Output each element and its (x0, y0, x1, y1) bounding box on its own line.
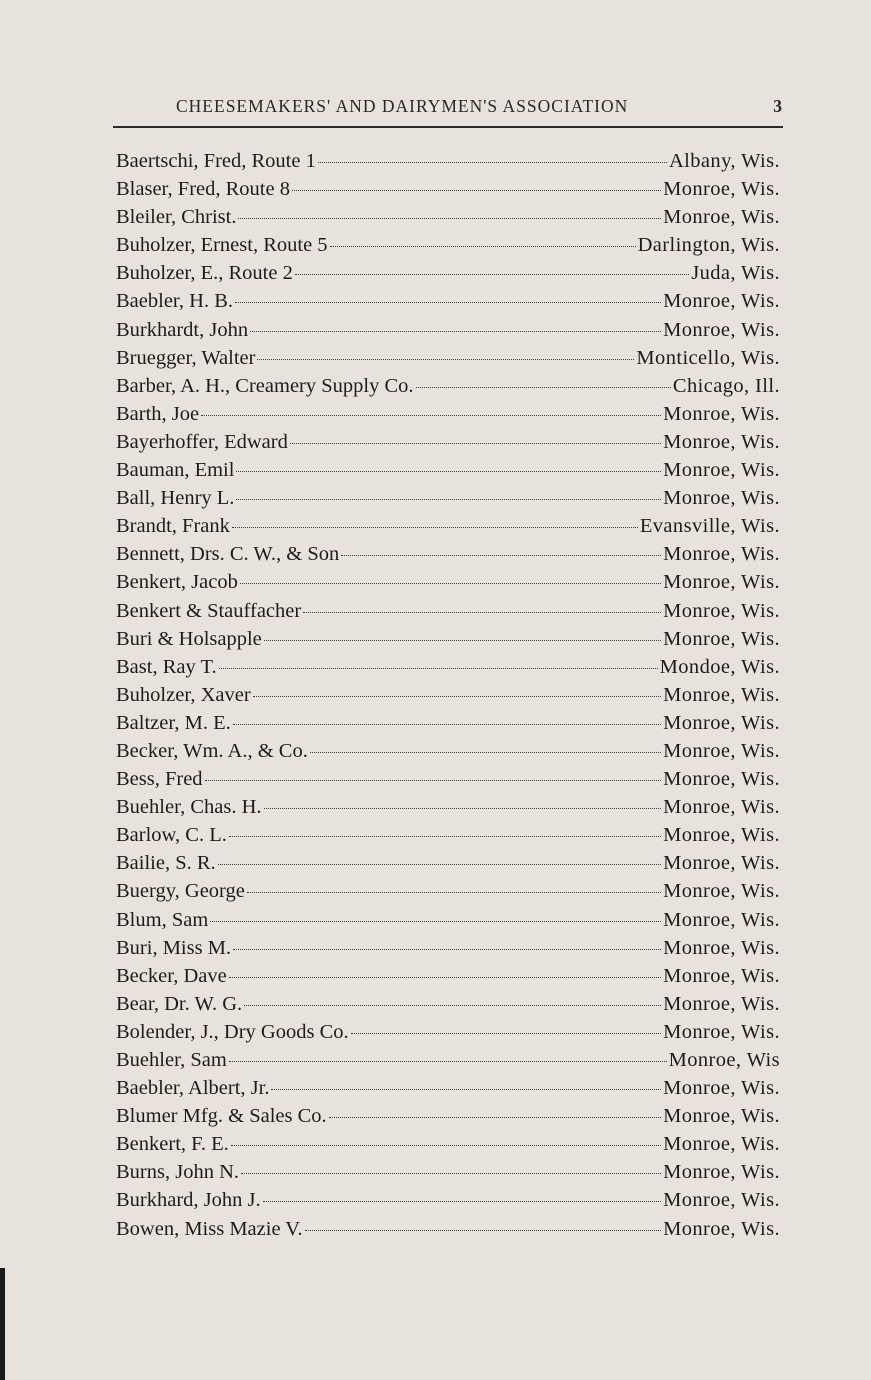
list-item (116, 937, 780, 965)
member-name: Bowen, Miss Mazie V. (116, 1217, 303, 1240)
member-name: Buergy, George (116, 880, 245, 903)
dot-leader (218, 864, 661, 865)
member-location: Monroe, Wis. (663, 824, 780, 847)
dot-leader (229, 836, 661, 837)
dot-leader (290, 443, 661, 444)
dot-leader (244, 1005, 661, 1006)
member-location: Monroe, Wis. (663, 739, 780, 762)
member-name: Bast, Ray T. (116, 655, 217, 678)
list-item (116, 262, 780, 290)
member-name: Ball, Henry L. (116, 487, 235, 510)
list-item (116, 290, 780, 318)
list-item (116, 403, 780, 431)
member-name: Blumer Mfg. & Sales Co. (116, 1105, 327, 1128)
dot-leader (236, 471, 661, 472)
member-name: Burkhard, John J. (116, 1189, 261, 1212)
dot-leader (318, 162, 667, 163)
list-item (116, 319, 780, 347)
member-name: Bruegger, Walter (116, 346, 256, 369)
member-location: Monroe, Wis. (663, 627, 780, 650)
dot-leader (219, 668, 658, 669)
member-name: Becker, Dave (116, 964, 227, 987)
list-item (116, 375, 780, 403)
member-name: Becker, Wm. A., & Co. (116, 739, 308, 762)
member-location: Monroe, Wis. (663, 711, 780, 734)
dot-leader (329, 1117, 661, 1118)
list-item (116, 459, 780, 487)
member-location: Monroe, Wis. (663, 318, 780, 341)
member-location: Monroe, Wis. (663, 1020, 780, 1043)
member-name: Baebler, Albert, Jr. (116, 1077, 270, 1100)
member-name: Buehler, Chas. H. (116, 796, 262, 819)
member-location: Monroe, Wis. (663, 1105, 780, 1128)
list-item (116, 515, 780, 543)
dot-leader (292, 190, 661, 191)
list-item (116, 571, 780, 599)
member-location: Monroe, Wis. (663, 178, 780, 201)
member-name: Buholzer, Ernest, Route 5 (116, 234, 328, 257)
dot-leader (295, 274, 689, 275)
member-name: Bess, Fred (116, 768, 203, 791)
member-name: Barth, Joe (116, 402, 200, 425)
member-name: Bleiler, Christ. (116, 206, 237, 229)
dot-leader (232, 527, 638, 528)
dot-leader (303, 612, 661, 613)
dot-leader (231, 1145, 661, 1146)
member-name: Brandt, Frank (116, 515, 230, 538)
dot-leader (264, 640, 661, 641)
list-item (116, 206, 780, 234)
dot-leader (416, 387, 671, 388)
member-name: Blum, Sam (116, 908, 209, 931)
member-name: Baertschi, Fred, Route 1 (116, 150, 316, 172)
member-name: Burns, John N. (116, 1161, 240, 1184)
dot-leader (351, 1033, 661, 1034)
dot-leader (233, 949, 661, 950)
member-name: Burkhardt, John (116, 318, 249, 341)
member-location: Juda, Wis. (691, 262, 780, 285)
member-name: Baebler, H. B. (116, 290, 234, 313)
member-location: Evansville, Wis. (639, 515, 780, 538)
member-name: Benkert, Jacob (116, 571, 238, 594)
dot-leader (205, 780, 662, 781)
member-location: Monroe, Wis. (663, 599, 780, 622)
member-location: Monroe, Wis. (663, 487, 780, 510)
member-name: Benkert & Stauffacher (116, 599, 302, 622)
running-title: CHEESEMAKERS' AND DAIRYMEN'S ASSOCIATION (176, 96, 629, 116)
list-item (116, 965, 780, 993)
list-item (116, 600, 780, 628)
member-location: Monroe, Wis. (663, 206, 780, 229)
list-item (116, 740, 780, 768)
dot-leader (210, 921, 661, 922)
dot-leader (264, 808, 662, 809)
list-item (116, 628, 780, 656)
list-item (116, 880, 780, 908)
member-name: Benkert, F. E. (116, 1133, 229, 1156)
member-location: Monroe, Wis. (663, 430, 780, 453)
dot-leader (263, 1201, 661, 1202)
list-item (116, 909, 780, 937)
list-item (116, 656, 780, 684)
list-item (116, 1161, 780, 1189)
member-location: Monroe, Wis. (663, 571, 780, 594)
member-name: Bauman, Emil (116, 459, 235, 482)
member-location: Monroe, Wis (668, 1049, 780, 1071)
member-location: Mondoe, Wis. (659, 655, 780, 678)
dot-leader (330, 246, 636, 247)
member-location: Darlington, Wis. (637, 234, 780, 257)
list-item (116, 1105, 780, 1133)
list-item (116, 1218, 780, 1246)
list-item (116, 234, 780, 262)
dot-leader (229, 977, 661, 978)
dot-leader (238, 218, 661, 219)
list-item (116, 684, 780, 712)
list-item (116, 487, 780, 515)
list-item (116, 852, 780, 880)
member-location: Monroe, Wis. (663, 852, 780, 875)
member-name: Buri & Holsapple (116, 627, 262, 650)
dot-leader (247, 892, 661, 893)
member-name: Bennett, Drs. C. W., & Son (116, 543, 340, 566)
list-item (116, 347, 780, 375)
member-location: Monroe, Wis. (663, 402, 780, 425)
member-location: Monroe, Wis. (663, 768, 780, 791)
list-item (116, 1133, 780, 1161)
list-item (116, 150, 780, 178)
member-name: Barlow, C. L. (116, 824, 227, 847)
member-name: Buehler, Sam (116, 1049, 227, 1071)
member-location: Monroe, Wis. (663, 880, 780, 903)
running-head (114, 96, 782, 122)
member-location: Monroe, Wis. (663, 1217, 780, 1240)
member-name: Baltzer, M. E. (116, 711, 231, 734)
member-name: Bailie, S. R. (116, 852, 216, 875)
dot-leader (241, 1173, 661, 1174)
member-location: Monroe, Wis. (663, 1133, 780, 1156)
member-list (116, 150, 780, 1246)
member-location: Monroe, Wis. (663, 796, 780, 819)
list-item (116, 993, 780, 1021)
list-item (116, 824, 780, 852)
list-item (116, 1049, 780, 1077)
list-item (116, 768, 780, 796)
dot-leader (310, 752, 661, 753)
member-location: Monroe, Wis. (663, 992, 780, 1015)
member-name: Bear, Dr. W. G. (116, 992, 243, 1015)
member-location: Monroe, Wis. (663, 683, 780, 706)
dot-leader (305, 1230, 661, 1231)
member-name: Buri, Miss M. (116, 936, 232, 959)
member-name: Buholzer, E., Route 2 (116, 262, 293, 285)
member-name: Barber, A. H., Creamery Supply Co. (116, 374, 414, 397)
dot-leader (271, 1089, 661, 1090)
dot-leader (229, 1061, 667, 1062)
list-item (116, 1189, 780, 1217)
list-item (116, 1021, 780, 1049)
page-number: 3 (773, 96, 782, 116)
dot-leader (257, 359, 634, 360)
binding-edge-mark (0, 1268, 5, 1380)
dot-leader (236, 499, 661, 500)
list-item (116, 431, 780, 459)
member-location: Monroe, Wis. (663, 936, 780, 959)
list-item (116, 712, 780, 740)
dot-leader (240, 583, 661, 584)
member-location: Monroe, Wis. (663, 543, 780, 566)
member-location: Monroe, Wis. (663, 1161, 780, 1184)
member-location: Chicago, Ill. (672, 374, 780, 397)
member-location: Monticello, Wis. (636, 346, 780, 369)
member-location: Monroe, Wis. (663, 459, 780, 482)
list-item (116, 1077, 780, 1105)
member-location: Monroe, Wis. (663, 908, 780, 931)
header-rule (113, 126, 783, 128)
dot-leader (250, 331, 661, 332)
list-item (116, 178, 780, 206)
member-name: Buholzer, Xaver (116, 683, 251, 706)
member-name: Blaser, Fred, Route 8 (116, 178, 290, 201)
dot-leader (233, 724, 661, 725)
member-location: Albany, Wis. (668, 150, 780, 172)
dot-leader (253, 696, 661, 697)
member-location: Monroe, Wis. (663, 1189, 780, 1212)
member-location: Monroe, Wis. (663, 290, 780, 313)
member-name: Bayerhoffer, Edward (116, 430, 288, 453)
member-location: Monroe, Wis. (663, 1077, 780, 1100)
member-name: Bolender, J., Dry Goods Co. (116, 1020, 349, 1043)
list-item (116, 543, 780, 571)
dot-leader (235, 302, 661, 303)
dot-leader (201, 415, 661, 416)
list-item (116, 796, 780, 824)
member-location: Monroe, Wis. (663, 964, 780, 987)
dot-leader (341, 555, 661, 556)
